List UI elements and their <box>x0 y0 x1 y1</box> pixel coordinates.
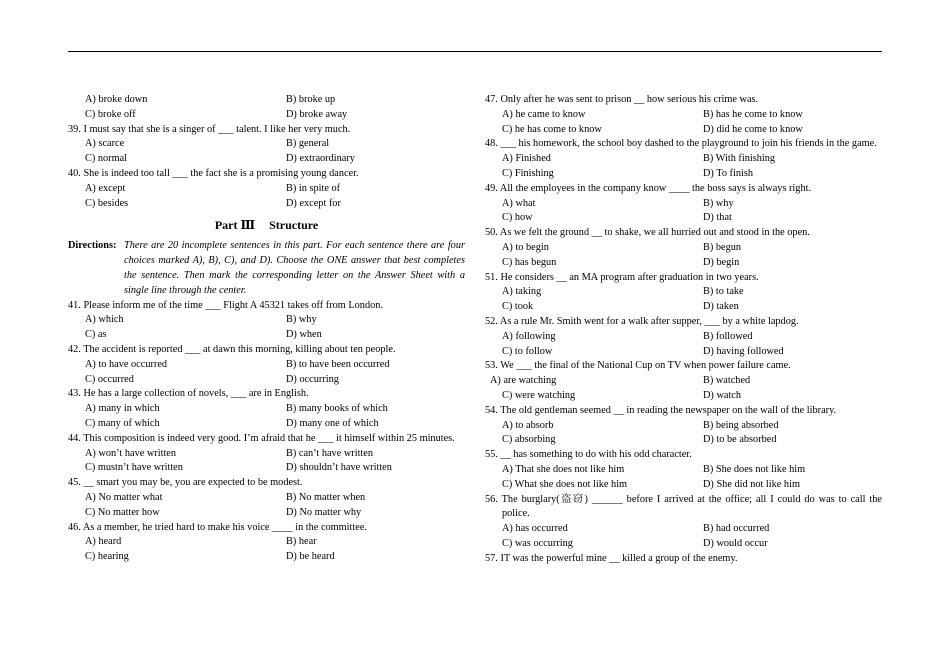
option-d: D) broke away <box>286 108 348 120</box>
left-column <box>68 93 465 565</box>
options-51 <box>485 285 882 315</box>
option-c: C) Finishing <box>502 167 554 179</box>
question-52: 52. As a rule Mr. Smith went for a walk after supper, ___ by a white lapdog. <box>485 315 799 327</box>
options-44 <box>68 447 465 477</box>
option-a: A) are watching <box>490 375 557 387</box>
header-rule <box>68 51 882 52</box>
question-51: 51. He considers __ an MA program after graduation in two years. <box>485 271 759 283</box>
option-a: A) to absorb <box>502 419 554 431</box>
option-b: B) being absorbed <box>703 419 779 431</box>
options-48 <box>485 152 882 182</box>
options-54 <box>485 419 882 449</box>
options-49 <box>485 197 882 227</box>
option-d: D) except for <box>286 197 341 209</box>
options-45 <box>68 491 465 521</box>
option-c: C) What she does not like him <box>502 478 628 490</box>
option-b: B) why <box>703 197 734 209</box>
option-b: B) She does not like him <box>703 463 806 475</box>
option-a: A) to have occurred <box>85 358 168 370</box>
option-b: B) hear <box>286 536 317 548</box>
option-d: D) when <box>286 329 322 341</box>
option-a: A) broke down <box>85 94 148 105</box>
question-56: 56. The burglary(盗窃) ______ before I arrived at the office; all I could do was to call the police. <box>485 493 882 520</box>
option-c: C) how <box>502 212 533 224</box>
option-d: D) that <box>703 212 732 224</box>
options-38 <box>68 93 465 123</box>
option-c: C) mustn’t have written <box>85 462 183 474</box>
option-b: B) watched <box>703 375 751 387</box>
directions-text: There are 20 incomplete sentences in this part. For each sentence there are four choices marked A), B), C), and D). Choose the ONE answer that best completes the sentence. Then mark the corresponding letter on the Answer Sheet with a single line through the center. <box>124 240 465 296</box>
options-47 <box>485 108 882 138</box>
option-d: D) shouldn’t have written <box>286 462 392 474</box>
question-42: 42. The accident is reported ___ at dawn this morning, killing about ten people. <box>68 343 396 355</box>
option-c: C) broke off <box>85 108 136 120</box>
option-c: C) he has come to know <box>502 123 602 135</box>
option-a: A) which <box>85 314 124 326</box>
option-b: B) to take <box>703 286 744 298</box>
option-b: B) had occurred <box>703 523 770 535</box>
option-c: C) has begun <box>502 256 557 268</box>
option-c: C) normal <box>85 153 128 165</box>
options-46 <box>68 535 465 565</box>
option-a: A) taking <box>502 286 542 298</box>
option-c: C) absorbing <box>502 434 556 446</box>
option-c: C) was occurring <box>502 537 573 549</box>
option-a: A) scarce <box>85 138 125 150</box>
option-b: B) to have been occurred <box>286 358 390 370</box>
options-55 <box>485 463 882 493</box>
option-c: C) occurred <box>85 373 134 385</box>
options-39 <box>68 137 465 167</box>
option-a: A) what <box>502 197 536 209</box>
option-c: C) many of which <box>85 417 160 429</box>
directions-label: Directions: <box>68 240 117 252</box>
option-a: A) won’t have written <box>85 447 177 459</box>
option-d: D) taken <box>703 301 739 313</box>
option-d: D) extraordinary <box>286 153 355 165</box>
option-d: D) be heard <box>286 551 335 563</box>
option-c: C) were watching <box>502 389 576 401</box>
option-c: C) hearing <box>85 551 129 563</box>
option-b: B) followed <box>703 330 753 342</box>
option-a: A) heard <box>85 536 122 548</box>
option-b: B) why <box>286 314 317 326</box>
option-d: D) No matter why <box>286 506 362 518</box>
options-52 <box>485 330 882 360</box>
question-55: 55. __ has something to do with his odd character. <box>485 449 692 461</box>
option-c: C) No matter how <box>85 506 160 518</box>
question-57: 57. IT was the powerful mine __ killed a group of the enemy. <box>485 552 738 564</box>
question-54: 54. The old gentleman seemed __ in reading the newspaper on the wall of the library. <box>485 404 837 416</box>
question-41: 41. Please inform me of the time ___ Flight A 45321 takes off from London. <box>68 299 383 311</box>
section-heading <box>68 217 465 233</box>
right-column <box>485 93 882 567</box>
option-d: D) To finish <box>703 167 754 179</box>
part-number: Part Ⅲ <box>214 218 256 233</box>
option-a: A) except <box>85 182 126 194</box>
question-46: 46. As a member, he tried hard to make his voice ____ in the committee. <box>68 521 367 533</box>
option-d: D) occurring <box>286 373 339 385</box>
option-d: D) would occur <box>703 537 768 549</box>
options-53 <box>485 374 882 404</box>
option-a: A) to begin <box>502 241 549 253</box>
question-43: 43. He has a large collection of novels, ___ are in English. <box>68 388 309 400</box>
option-c: C) to follow <box>502 345 553 357</box>
option-a: A) many in which <box>85 403 160 415</box>
option-d: D) did he come to know <box>703 123 803 135</box>
option-b: B) No matter when <box>286 491 366 503</box>
option-b: B) has he come to know <box>703 108 803 120</box>
option-a: A) has occurred <box>502 523 568 535</box>
directions <box>68 239 465 298</box>
option-b: B) many books of which <box>286 403 388 415</box>
question-40: 40. She is indeed too tall ___ the fact she is a promising young dancer. <box>68 167 359 179</box>
question-45: 45. __ smart you may be, you are expected to be modest. <box>68 477 303 489</box>
option-d: D) watch <box>703 389 742 401</box>
option-b: B) With finishing <box>703 153 776 165</box>
question-48: 48. ___ his homework, the school boy dashed to the playground to join his friends in the game. <box>485 138 877 150</box>
option-b: B) general <box>286 138 330 150</box>
option-d: D) begin <box>703 256 740 268</box>
option-d: D) She did not like him <box>703 478 800 490</box>
option-c: C) besides <box>85 197 129 209</box>
options-56 <box>485 522 882 552</box>
option-a: A) he came to know <box>502 108 586 120</box>
question-39: 39. I must say that she is a singer of ___ talent. I like her very much. <box>68 123 351 135</box>
options-42 <box>68 358 465 388</box>
options-50 <box>485 241 882 271</box>
question-44: 44. This composition is indeed very good. I’m afraid that he ___ it himself within 25 minutes. <box>68 432 455 444</box>
option-a: A) Finished <box>502 153 551 165</box>
option-c: C) took <box>502 301 534 313</box>
options-41 <box>68 313 465 343</box>
options-40 <box>68 182 465 212</box>
option-d: D) many one of which <box>286 417 379 429</box>
question-53: 53. We ___ the final of the National Cup on TV when power failure came. <box>485 360 791 372</box>
question-49: 49. All the employees in the company know ____ the boss says is always right. <box>485 182 812 194</box>
question-50: 50. As we felt the ground __ to shake, we all hurried out and stood in the open. <box>485 227 810 239</box>
options-43 <box>68 402 465 432</box>
option-a: A) following <box>502 330 556 342</box>
option-b: B) begun <box>703 241 742 253</box>
option-a: A) No matter what <box>85 491 163 503</box>
option-d: D) to be absorbed <box>703 434 777 446</box>
option-b: B) broke up <box>286 94 336 105</box>
option-b: B) can’t have written <box>286 447 374 459</box>
option-a: A) That she does not like him <box>502 463 625 475</box>
part-title: Structure <box>269 218 319 233</box>
option-c: C) as <box>85 329 107 341</box>
question-47: 47. Only after he was sent to prison __ how serious his crime was. <box>485 94 759 105</box>
option-b: B) in spite of <box>286 182 341 194</box>
option-d: D) having followed <box>703 345 784 357</box>
